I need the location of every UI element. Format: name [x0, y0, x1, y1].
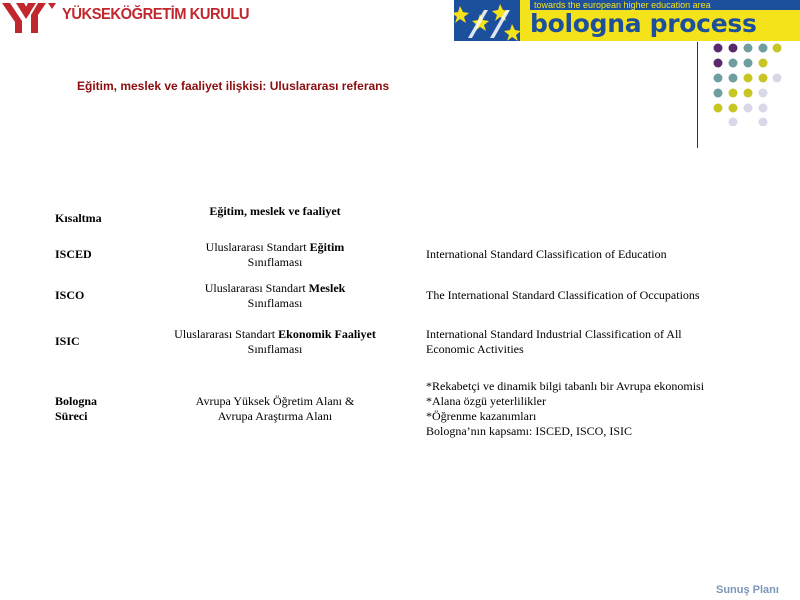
bologna-process-banner: [454, 0, 800, 41]
row-abbr-isco: ISCO: [55, 288, 85, 302]
slide-title: Eğitim, meslek ve faaliyet ilişkisi: Uluslararası referans: [77, 79, 390, 93]
bologna-wordmark: bologna process: [530, 9, 757, 38]
bologna-point-1: *Rekabetçi ve dinamik bilgi tabanlı bir Avrupa ekonomisi: [426, 379, 705, 393]
yok-logo-text: YÜKSEKÖĞRETİM KURULU: [62, 6, 250, 23]
row-turkish-isced: Uluslararası Standart Eğitim Sınıflaması: [205, 240, 345, 269]
bologna-point-3: *Öğrenme kazanımları: [426, 409, 537, 423]
vertical-divider: [697, 42, 698, 148]
row-abbr-bologna: Bologna Süreci: [55, 394, 98, 423]
column-header-abbreviation: Kısaltma: [55, 211, 102, 225]
decorative-dot-grid: [710, 42, 790, 126]
row-english-isco: The International Standard Classification of Occupations: [426, 288, 700, 302]
eu-stars-icon: [454, 0, 520, 41]
row-english-bologna: [426, 379, 766, 439]
bologna-point-2: *Alana özgü yeterlilikler: [426, 394, 546, 408]
yok-emblem-icon: [2, 1, 62, 35]
row-abbr-isic: ISIC: [55, 334, 80, 348]
yok-logo: [0, 0, 250, 36]
row-turkish-bologna: Avrupa Yüksek Öğretim Alanı & Avrupa Araştırma Alanı: [195, 394, 355, 423]
row-turkish-isic: Uluslararası Standart Ekonomik Faaliyet Sınıflaması: [174, 327, 376, 356]
bologna-tagline: towards the european higher education area: [530, 0, 800, 10]
row-english-isced: International Standard Classification of Education: [426, 247, 667, 261]
row-english-isic: International Standard Industrial Classification of All Economic Activities: [426, 327, 682, 356]
row-turkish-isco: Uluslararası Standart Meslek Sınıflaması: [204, 281, 346, 310]
column-header-turkish: Eğitim, meslek ve faaliyet: [209, 204, 341, 218]
presentation-plan-link[interactable]: Sunuş Planı: [716, 584, 779, 596]
row-abbr-isced: ISCED: [55, 247, 92, 261]
bologna-scope: Bologna’nın kapsamı: ISCED, ISCO, ISIC: [426, 424, 632, 438]
